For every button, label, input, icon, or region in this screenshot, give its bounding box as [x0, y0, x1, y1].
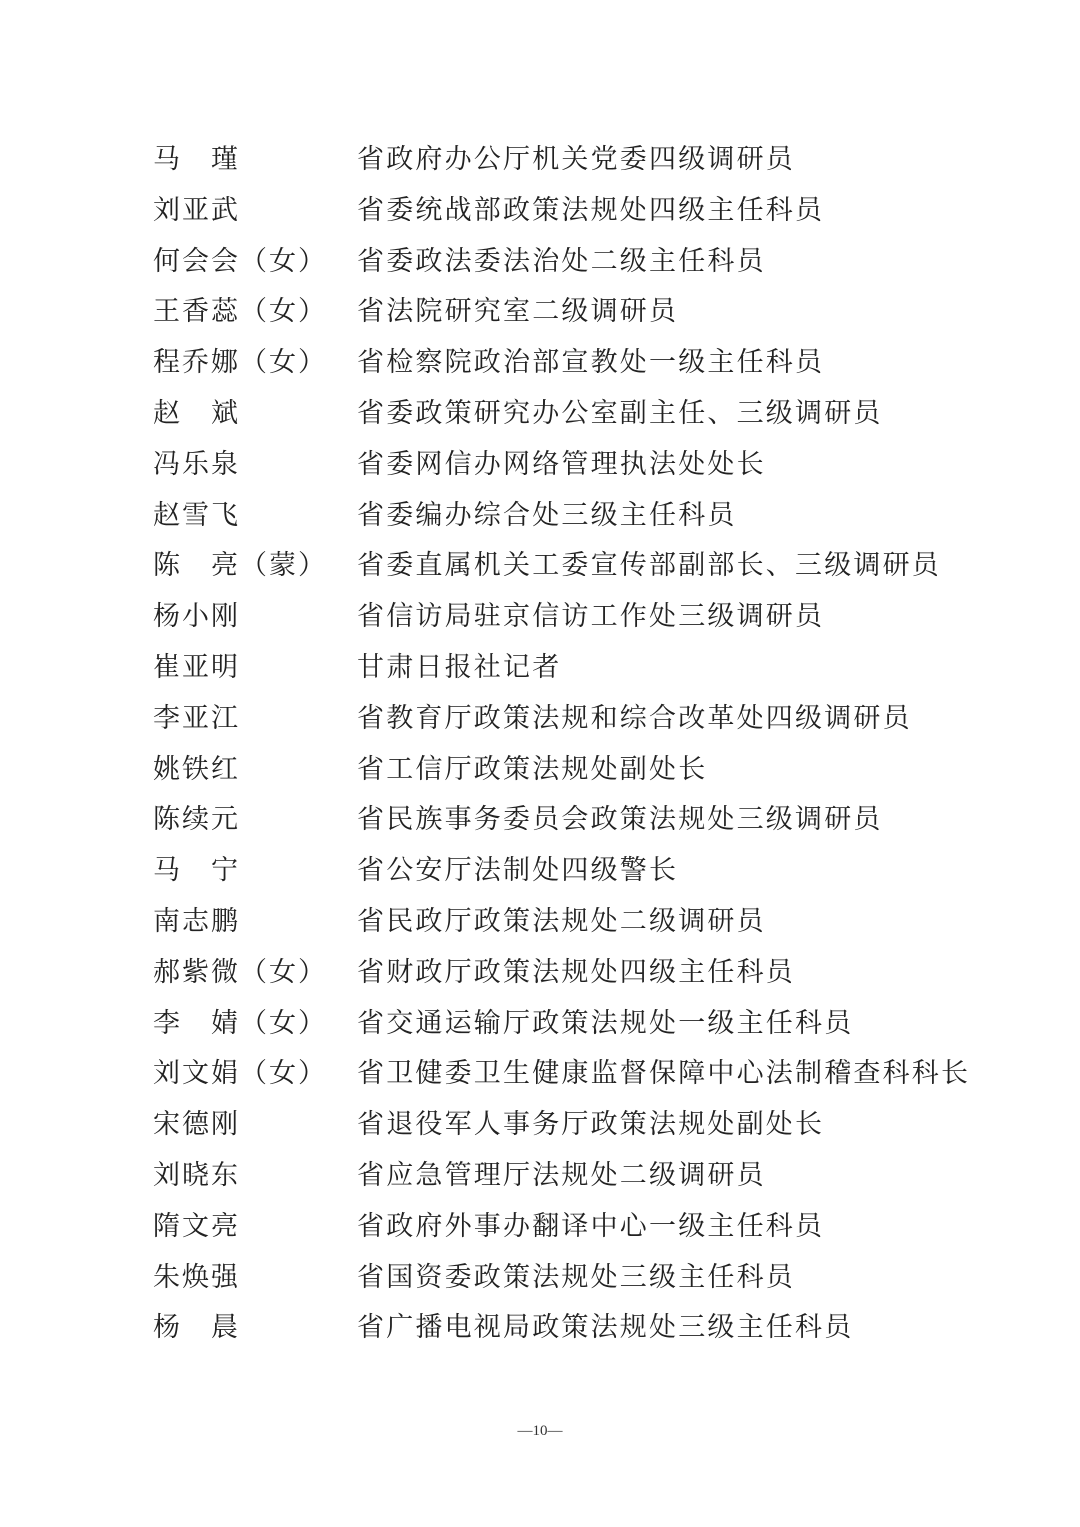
list-item: [153, 1049, 971, 1100]
list-item: [153, 186, 953, 237]
list-item: [153, 694, 953, 745]
person-title: 省交通运输厅政策法规处一级主任科员: [357, 1007, 854, 1039]
list-item: [153, 999, 953, 1050]
person-title: 省教育厅政策法规和综合改革处四级调研员: [357, 702, 912, 734]
list-item: [153, 338, 953, 389]
list-item: [153, 897, 953, 948]
person-name: 陈 亮（蒙）: [153, 550, 327, 582]
person-name: 南志鹏: [153, 905, 240, 937]
person-title: 省检察院政治部宣教处一级主任科员: [357, 347, 825, 379]
list-item: [153, 541, 953, 592]
person-title: 省法院研究室二级调研员: [357, 296, 679, 328]
person-title: 省委统战部政策法规处四级主任科员: [357, 194, 825, 226]
person-title: 省信访局驻京信访工作处三级调研员: [357, 601, 825, 633]
list-item: [153, 440, 953, 491]
person-name: 宋德刚: [153, 1109, 240, 1141]
person-title: 省财政厅政策法规处四级主任科员: [357, 956, 795, 988]
list-item: [153, 237, 953, 288]
person-name: 杨小刚: [153, 601, 240, 633]
person-name: 程乔娜（女）: [153, 347, 327, 379]
person-title: 省委编办综合处三级主任科员: [357, 499, 737, 531]
person-name: 刘亚武: [153, 194, 240, 226]
list-item: [153, 592, 953, 643]
page-number: —10—: [517, 1423, 563, 1439]
person-title: 省民政厅政策法规处二级调研员: [357, 905, 766, 937]
person-title: 省委政策研究办公室副主任、三级调研员: [357, 397, 883, 429]
list-item: [153, 948, 953, 999]
person-title: 省卫健委卫生健康监督保障中心法制稽查科科长: [357, 1058, 971, 1090]
person-title: 省应急管理厅法规处二级调研员: [357, 1159, 766, 1191]
person-title: 省工信厅政策法规处副处长: [357, 753, 708, 785]
person-name: 杨 晨: [153, 1312, 240, 1344]
person-name: 郝紫微（女）: [153, 956, 327, 988]
person-title: 省国资委政策法规处三级主任科员: [357, 1261, 795, 1293]
list-item: [153, 491, 953, 542]
person-title: 省民族事务委员会政策法规处三级调研员: [357, 804, 883, 836]
person-name: 何会会（女）: [153, 245, 327, 277]
list-item: [153, 795, 953, 846]
list-item: [153, 1303, 953, 1354]
list-item: [153, 1151, 953, 1202]
list-item: [153, 1100, 953, 1151]
person-name: 李 婧（女）: [153, 1007, 327, 1039]
list-item: [153, 1253, 953, 1304]
person-title: 省公安厅法制处四级警长: [357, 855, 679, 887]
list-item: [153, 643, 953, 694]
person-name: 隋文亮: [153, 1210, 240, 1242]
person-name: 陈续元: [153, 804, 240, 836]
name-list: [153, 135, 971, 1354]
person-name: 刘晓东: [153, 1159, 240, 1191]
person-title: 省委直属机关工委宣传部副部长、三级调研员: [357, 550, 941, 582]
person-title: 省退役军人事务厅政策法规处副处长: [357, 1109, 825, 1141]
list-item: [153, 1202, 953, 1253]
person-title: 省广播电视局政策法规处三级主任科员: [357, 1312, 854, 1344]
person-name: 马 宁: [153, 855, 240, 887]
person-name: 王香蕊（女）: [153, 296, 327, 328]
list-item: [153, 389, 953, 440]
person-name: 朱焕强: [153, 1261, 240, 1293]
person-title: 省政府办公厅机关党委四级调研员: [357, 144, 795, 175]
person-title: 甘肃日报社记者: [357, 651, 562, 683]
person-name: 李亚江: [153, 702, 240, 734]
person-name: 冯乐泉: [153, 448, 240, 480]
person-title: 省委网信办网络管理执法处处长: [357, 448, 766, 480]
person-name: 马 瑾: [153, 144, 240, 175]
person-title: 省委政法委法治处二级主任科员: [357, 245, 766, 277]
person-name: 赵 斌: [153, 397, 240, 429]
list-item: [153, 135, 953, 186]
person-name: 赵雪飞: [153, 499, 240, 531]
person-name: 刘文娟（女）: [153, 1058, 327, 1090]
list-item: [153, 846, 953, 897]
person-name: 姚铁红: [153, 753, 240, 785]
person-title: 省政府外事办翻译中心一级主任科员: [357, 1210, 825, 1242]
list-item: [153, 287, 953, 338]
person-name: 崔亚明: [153, 651, 240, 683]
list-item: [153, 745, 953, 796]
